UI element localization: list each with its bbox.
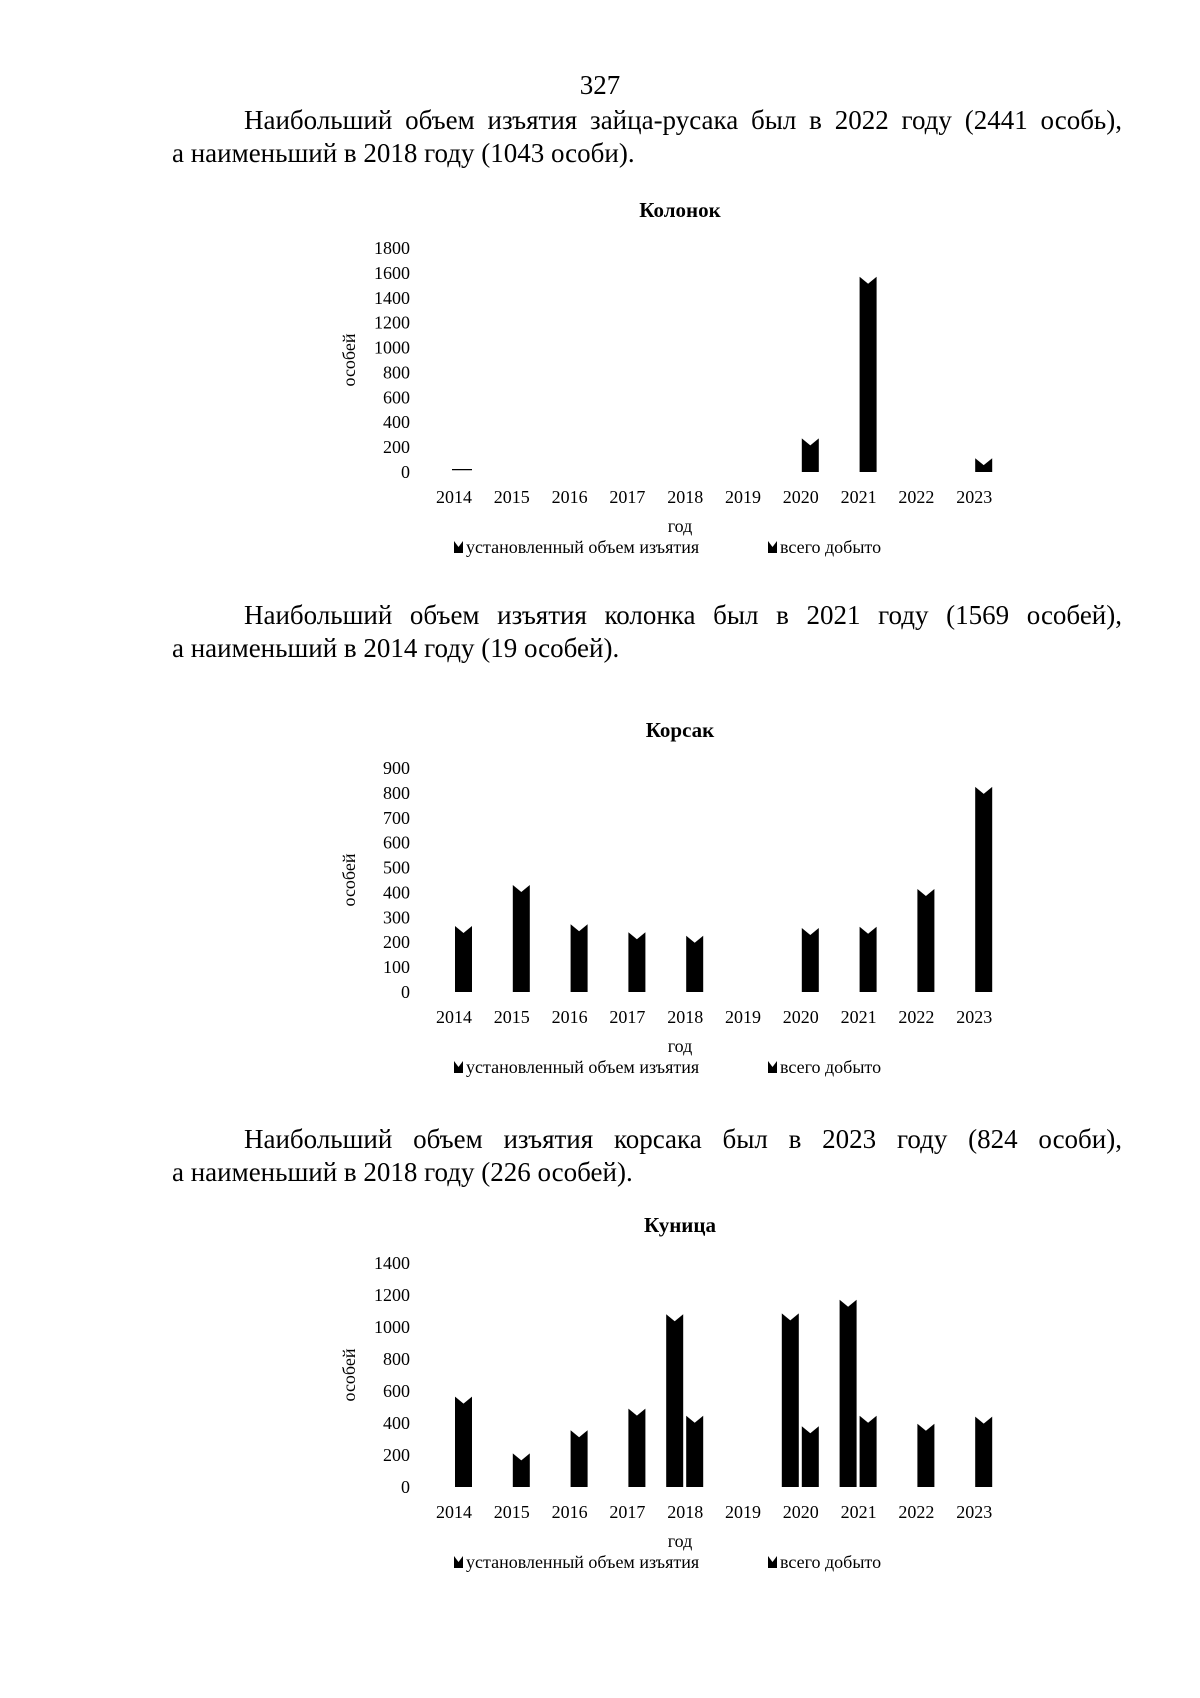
legend-marker xyxy=(768,541,777,553)
x-tick-label: 2016 xyxy=(551,1007,588,1027)
x-tick-label: 2014 xyxy=(436,1502,472,1522)
x-tick-label: 2014 xyxy=(436,487,472,507)
y-tick-label: 300 xyxy=(383,907,410,928)
x-tick-label: 2017 xyxy=(609,1502,646,1522)
bar-harvest xyxy=(686,936,703,992)
legend-marker xyxy=(454,1061,463,1073)
bar-harvest xyxy=(802,438,819,472)
y-tick-label: 700 xyxy=(383,807,410,828)
x-tick-label: 2019 xyxy=(725,487,761,507)
chart-title: Куница xyxy=(643,1213,717,1237)
legend-label: всего добыто xyxy=(780,1552,882,1572)
y-tick-label: 900 xyxy=(383,758,410,778)
x-tick-label: 2015 xyxy=(493,1502,530,1522)
x-tick-label: 2015 xyxy=(493,1007,530,1027)
bar-harvest xyxy=(513,885,530,992)
x-tick-label: 2020 xyxy=(782,487,819,507)
legend-label: установленный объем изъятия xyxy=(466,1057,700,1077)
x-tick-label: 2021 xyxy=(840,1007,877,1027)
y-axis-label: особей xyxy=(339,853,359,907)
bar-harvest xyxy=(628,1409,645,1487)
y-tick-label: 1200 xyxy=(374,1285,410,1305)
y-tick-label: 600 xyxy=(383,387,410,408)
x-tick-label: 2014 xyxy=(436,1007,472,1027)
x-tick-label: 2017 xyxy=(609,487,646,507)
y-tick-label: 200 xyxy=(383,437,410,458)
y-tick-label: 800 xyxy=(383,362,410,383)
bar-harvest xyxy=(513,1453,530,1487)
bar-harvest xyxy=(975,1417,992,1487)
legend-label: установленный объем изъятия xyxy=(466,537,700,557)
y-tick-label: 400 xyxy=(383,1413,410,1433)
bar-harvest xyxy=(975,787,992,992)
x-tick-label: 2021 xyxy=(840,487,877,507)
x-tick-label: 2023 xyxy=(956,487,993,507)
x-tick-label: 2023 xyxy=(956,1502,993,1522)
bar-harvest xyxy=(860,277,877,472)
y-tick-label: 800 xyxy=(383,1349,410,1369)
y-tick-label: 400 xyxy=(383,412,410,433)
chart-title: Корсак xyxy=(645,718,715,742)
y-tick-label: 0 xyxy=(401,1477,410,1497)
paragraph-kolonok xyxy=(172,599,1122,665)
y-tick-label: 1200 xyxy=(374,312,410,333)
legend-label: установленный объем изъятия xyxy=(466,1552,700,1572)
y-tick-label: 600 xyxy=(383,1381,410,1401)
x-tick-label: 2016 xyxy=(551,1502,588,1522)
bar-harvest xyxy=(975,458,992,472)
x-tick-label: 2020 xyxy=(782,1007,819,1027)
bar-harvest xyxy=(917,1424,934,1487)
x-tick-label: 2019 xyxy=(725,1502,761,1522)
bar-quota xyxy=(840,1300,857,1487)
paragraph-korsak xyxy=(172,1123,1122,1189)
y-tick-label: 100 xyxy=(383,957,410,978)
x-tick-label: 2020 xyxy=(782,1502,819,1522)
x-tick-label: 2018 xyxy=(667,1007,704,1027)
bar-quota xyxy=(666,1314,683,1487)
y-tick-label: 1000 xyxy=(374,1317,410,1337)
x-axis-label: год xyxy=(667,1531,693,1551)
paragraph-line: а наименьший в 2018 году (1043 особи). xyxy=(172,138,635,168)
bar-harvest xyxy=(571,924,588,992)
kunitsa-chart xyxy=(0,1205,1200,1585)
x-tick-label: 2022 xyxy=(898,1502,935,1522)
legend-label: всего добыто xyxy=(780,537,882,557)
x-tick-label: 2022 xyxy=(898,487,935,507)
y-tick-label: 200 xyxy=(383,932,410,953)
bar-harvest xyxy=(455,926,472,992)
x-axis-label: год xyxy=(667,516,693,536)
paragraph-line: а наименьший в 2014 году (19 особей). xyxy=(172,633,620,663)
y-tick-label: 200 xyxy=(383,1445,410,1465)
x-tick-label: 2015 xyxy=(493,487,530,507)
y-tick-label: 0 xyxy=(401,462,410,482)
legend-marker xyxy=(454,1556,463,1568)
x-tick-label: 2019 xyxy=(725,1007,761,1027)
x-tick-label: 2017 xyxy=(609,1007,646,1027)
bar-harvest xyxy=(860,1416,877,1487)
chart-title: Колонок xyxy=(639,198,721,222)
y-tick-label: 1400 xyxy=(374,1253,410,1273)
y-tick-label: 1000 xyxy=(374,337,410,358)
y-axis-label: особей xyxy=(339,333,359,387)
y-tick-label: 1800 xyxy=(374,238,410,258)
x-tick-label: 2023 xyxy=(956,1007,993,1027)
paragraph-line: Наибольший объем изъятия корсака был в 2023 году (824 особи), xyxy=(244,1124,1122,1154)
y-tick-label: 0 xyxy=(401,982,410,1002)
bar-harvest xyxy=(628,932,645,992)
bar-harvest xyxy=(860,927,877,992)
bar-harvest xyxy=(917,889,934,992)
y-tick-label: 500 xyxy=(383,857,410,878)
x-tick-label: 2018 xyxy=(667,487,704,507)
x-tick-label: 2018 xyxy=(667,1502,704,1522)
legend-label: всего добыто xyxy=(780,1057,882,1077)
x-tick-label: 2022 xyxy=(898,1007,935,1027)
paragraph-line: а наименьший в 2018 году (226 особей). xyxy=(172,1157,633,1187)
paragraph-hare xyxy=(172,104,1122,170)
bar-harvest xyxy=(686,1416,703,1487)
bar-harvest xyxy=(802,928,819,992)
x-axis-label: год xyxy=(667,1036,693,1056)
kolonok-chart xyxy=(0,190,1200,570)
y-tick-label: 1400 xyxy=(374,287,410,308)
legend-marker xyxy=(768,1556,777,1568)
y-tick-label: 1600 xyxy=(374,262,410,283)
y-axis-label: особей xyxy=(339,1348,359,1402)
bar-harvest xyxy=(455,1397,472,1487)
paragraph-line: Наибольший объем изъятия зайца-русака был в 2022 году (2441 особь), xyxy=(244,105,1122,135)
page-number: 327 xyxy=(579,70,621,100)
x-tick-label: 2016 xyxy=(551,487,588,507)
bar-quota xyxy=(782,1313,799,1487)
bar-harvest xyxy=(571,1430,588,1487)
bar-harvest xyxy=(802,1426,819,1487)
korsak-chart xyxy=(0,710,1200,1090)
y-tick-label: 400 xyxy=(383,882,410,903)
y-tick-label: 800 xyxy=(383,782,410,803)
paragraph-line: Наибольший объем изъятия колонка был в 2021 году (1569 особей), xyxy=(244,600,1122,630)
legend-marker xyxy=(768,1061,777,1073)
legend-marker xyxy=(454,541,463,553)
x-tick-label: 2021 xyxy=(840,1502,877,1522)
y-tick-label: 600 xyxy=(383,832,410,853)
